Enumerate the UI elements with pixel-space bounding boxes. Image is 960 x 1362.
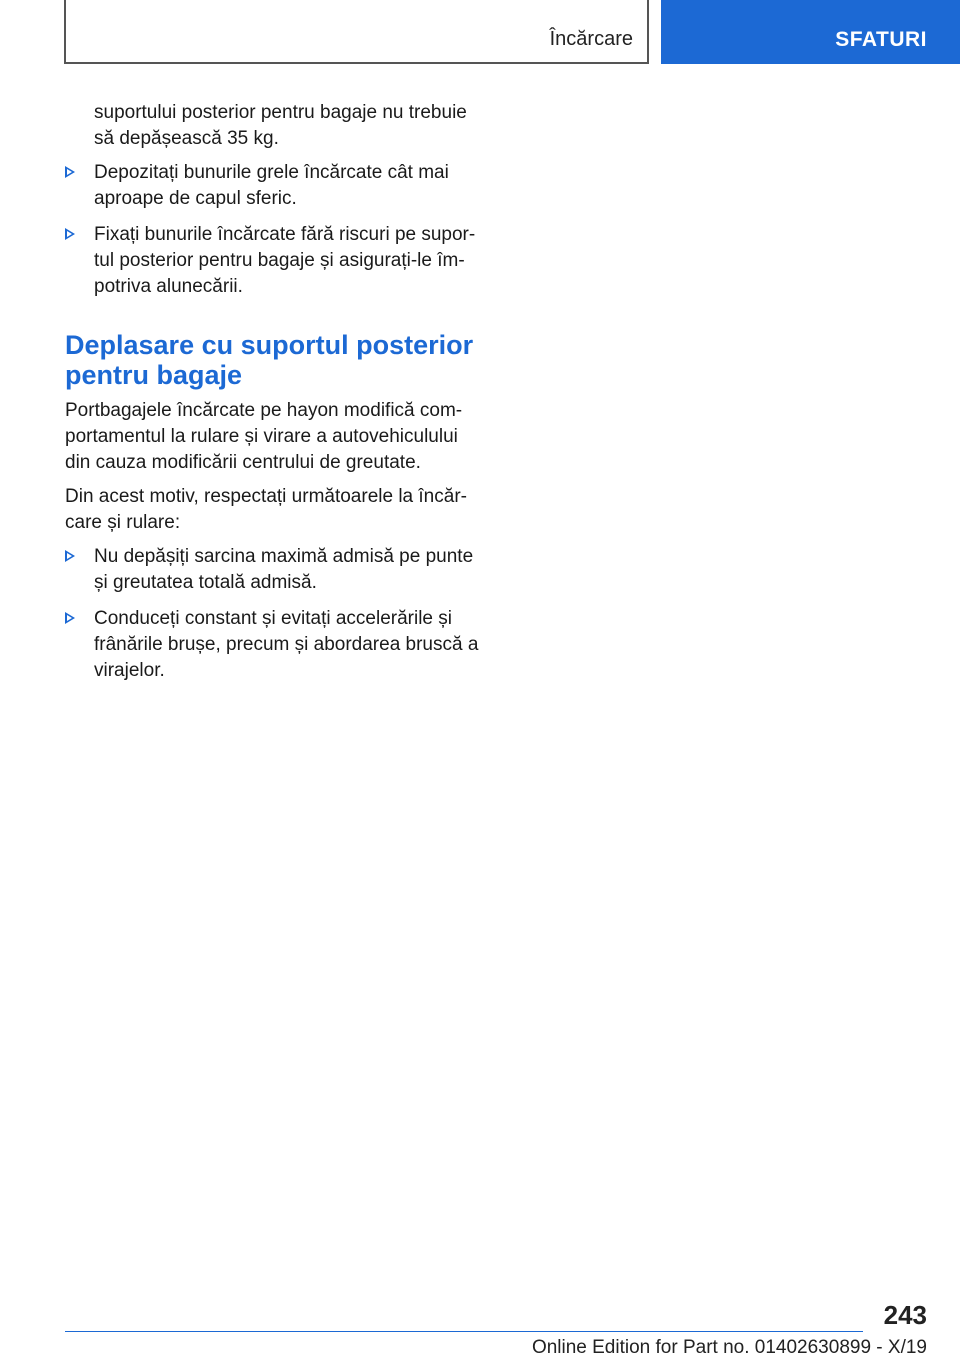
footer-edition: Online Edition for Part no. 01402630899 - X/19 — [531, 1337, 927, 1358]
header-chapter-box — [661, 0, 960, 64]
list-item: Nu depășiți sarcina maximă admisă pe punte și greutatea totală admisă. — [65, 544, 483, 596]
section-heading: Deplasare cu suportul posterior pentru bagaje — [65, 330, 474, 390]
page-number: 243 — [883, 1300, 927, 1330]
footer-divider — [65, 1331, 863, 1332]
page-content — [65, 100, 483, 694]
header-section-box — [64, 0, 649, 64]
triangle-bullet-icon — [65, 550, 75, 562]
triangle-bullet-icon — [65, 612, 75, 624]
header-section-title: Încărcare — [549, 28, 633, 50]
header-chapter-title: SFATURI — [835, 28, 927, 51]
triangle-bullet-icon — [65, 228, 75, 240]
paragraph: Portbagajele încărcate pe hayon modifică com- portamentul la rulare și virare a autovehiculului din cauza modificării centrului de greutate. — [65, 400, 463, 473]
list-item: Conduceți constant și evitați accelerările și frânările brușe, precum și abordarea bruscă a virajelor. — [65, 606, 483, 684]
paragraph: Din acest motiv, respectați următoarele la încăr- care și rulare: — [65, 486, 467, 533]
list-item: Fixați bunurile încărcate fără riscuri pe supor- tul posterior pentru bagaje și asigurați-le îm- potriva alunecării. — [65, 222, 483, 300]
triangle-bullet-icon — [65, 166, 75, 178]
continuation-text: suportului posterior pentru bagaje nu trebuie să depășească 35 kg. — [94, 102, 467, 149]
list-item: Depozitați bunurile grele încărcate cât mai aproape de capul sferic. — [65, 160, 483, 212]
